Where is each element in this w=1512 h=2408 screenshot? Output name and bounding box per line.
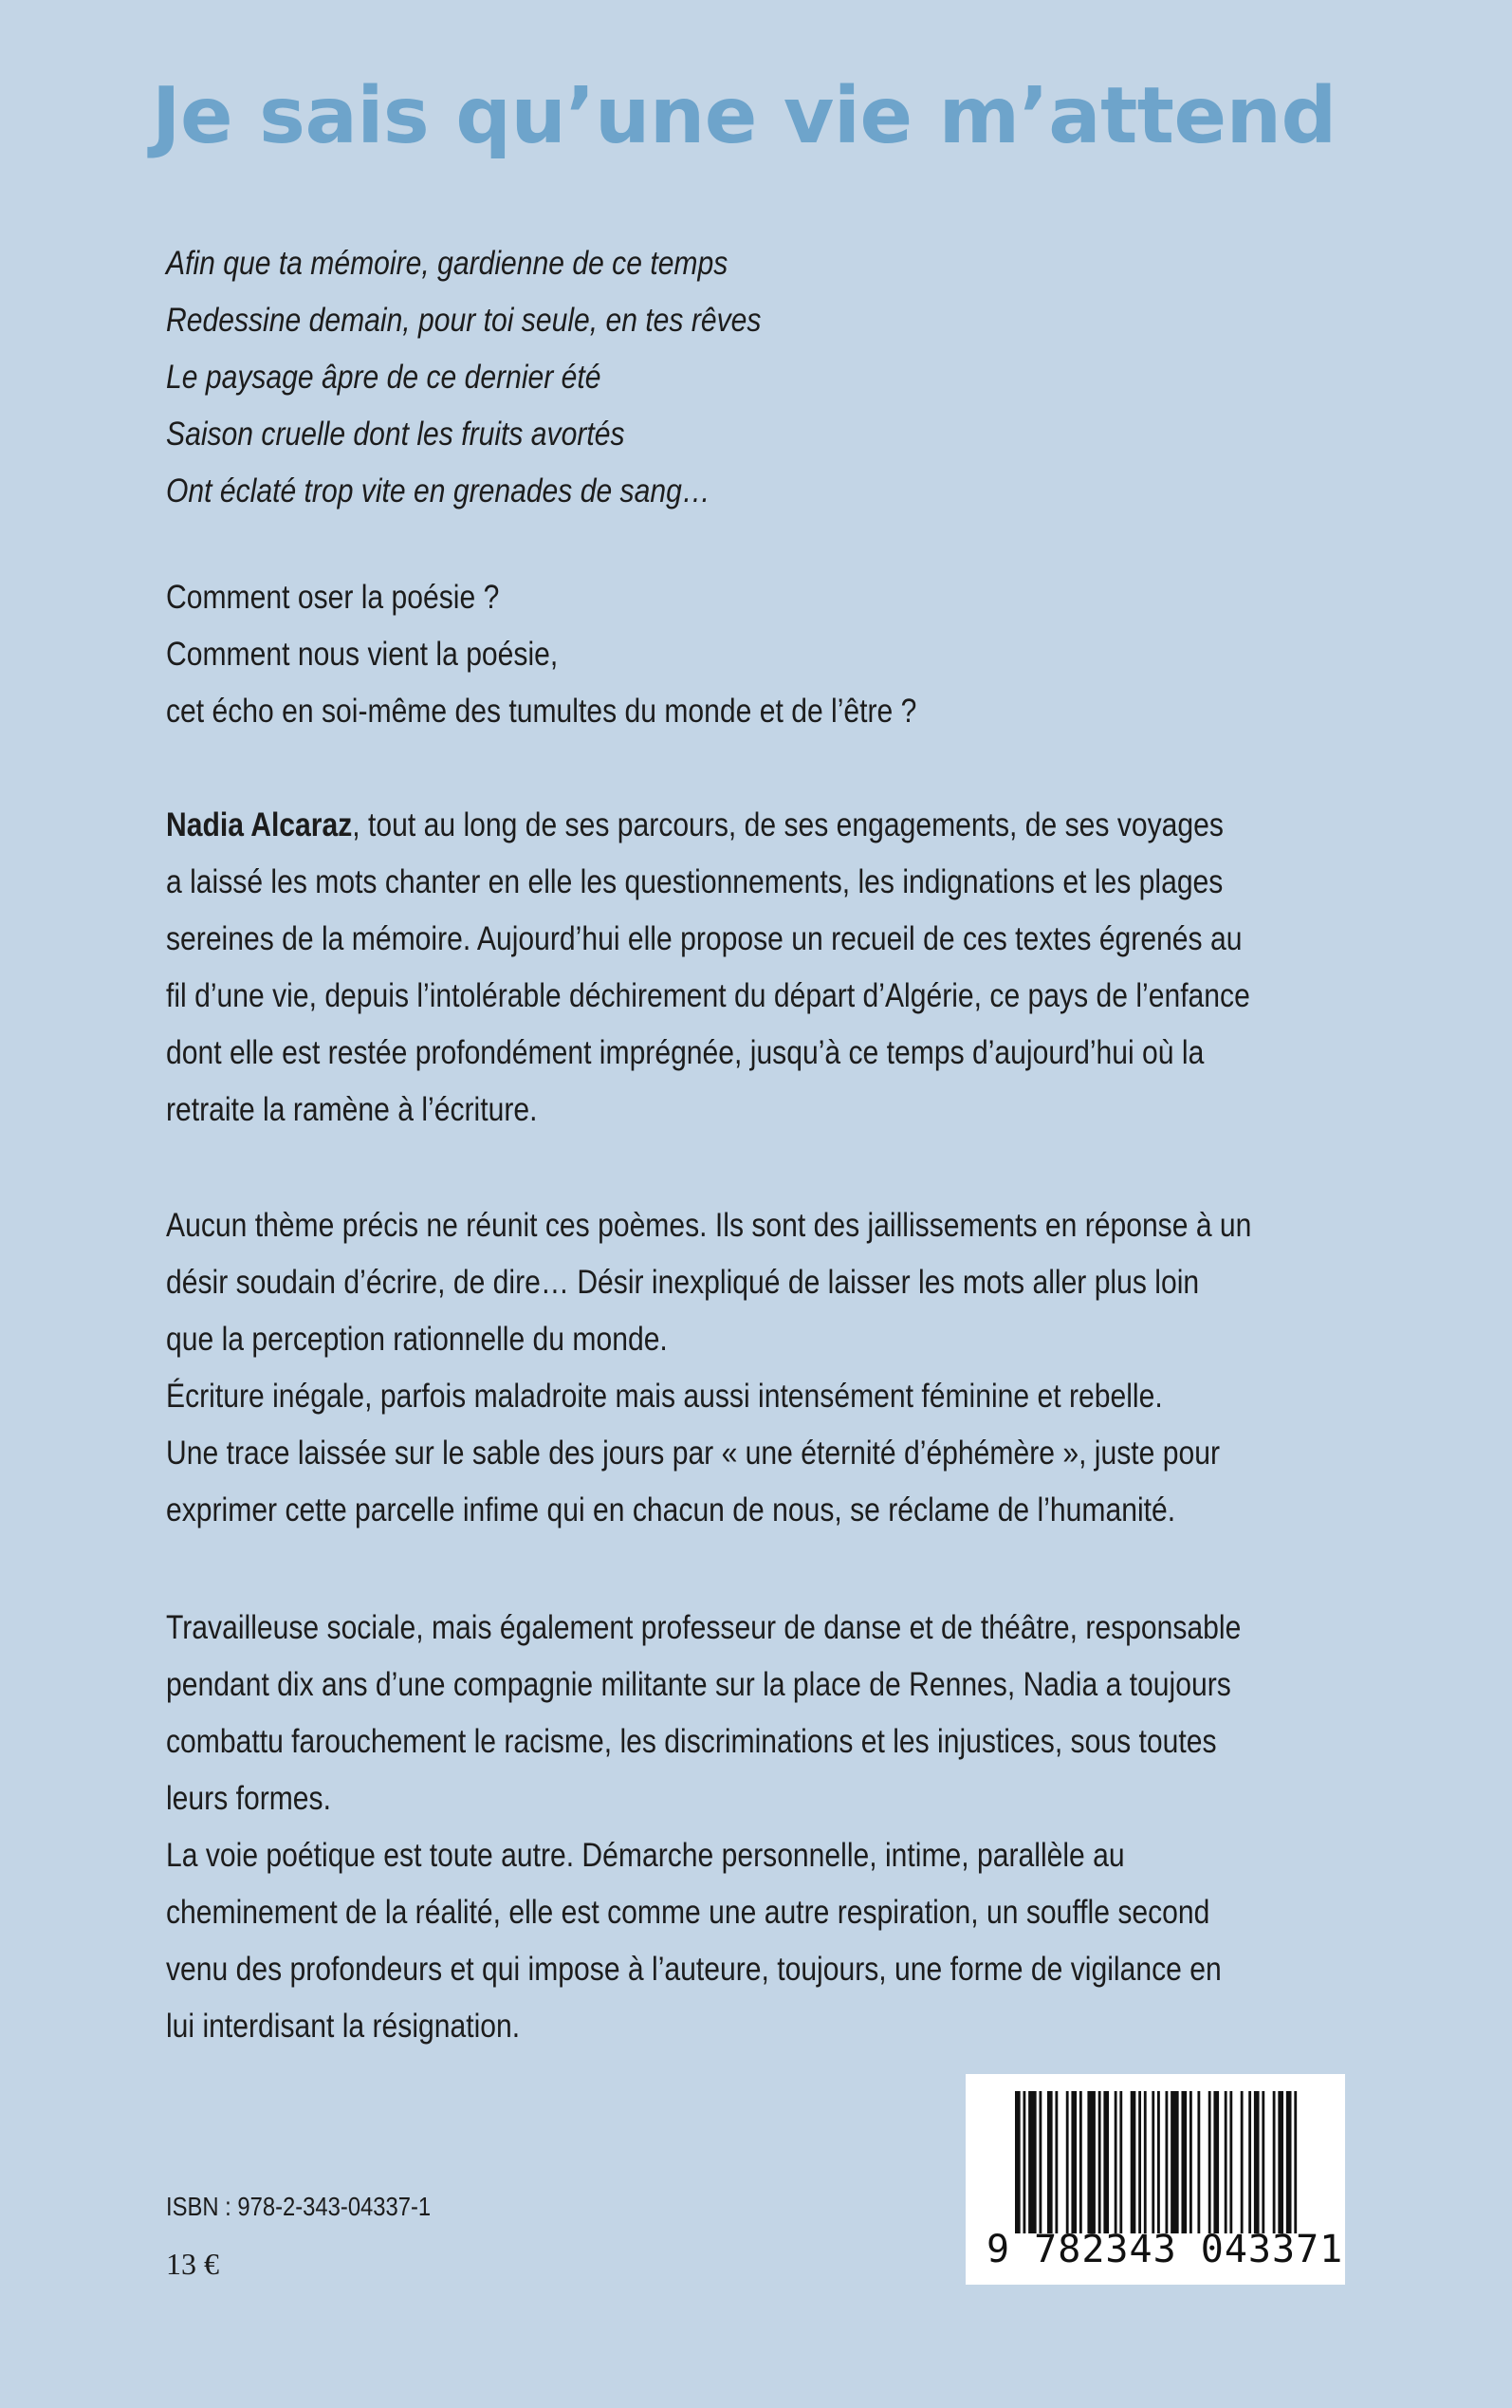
paragraph-line: désir soudain d’écrire, de dire… Désir inexpliqué de laisser les mots aller plus loin: [166, 1264, 1200, 1301]
questions-block: [166, 569, 1349, 740]
author-name: Nadia Alcaraz: [166, 806, 353, 843]
isbn-label: ISBN : 978-2-343-04337-1: [166, 2192, 432, 2221]
barcode-bar: [1138, 2091, 1141, 2233]
barcode-bar: [1189, 2091, 1192, 2233]
barcode-bar: [1197, 2091, 1200, 2233]
paragraph-line: Travailleuse sociale, mais également professeur de danse et de théâtre, responsable: [166, 1609, 1242, 1646]
barcode: [966, 2074, 1345, 2285]
price-label: 13 €: [166, 2247, 219, 2281]
paragraph-line: dont elle est restée profondément imprégnée, jusqu’à ce temps d’aujourd’hui où la: [166, 1034, 1205, 1071]
barcode-bar: [1225, 2091, 1227, 2233]
barcode-bar: [1015, 2091, 1021, 2233]
barcode-bar: [1023, 2091, 1025, 2233]
barcode-bar: [1171, 2091, 1178, 2233]
barcode-bar: [1144, 2091, 1147, 2233]
barcode-bar: [1131, 2091, 1136, 2233]
paragraph-line: Une trace laissée sur le sable des jours par « une éternité d’éphémère », juste pour: [166, 1435, 1220, 1472]
barcode-bar: [1229, 2091, 1232, 2233]
barcode-number: 9 782343 043371: [986, 2228, 1344, 2271]
barcode-bar: [1286, 2091, 1292, 2233]
barcode-bar: [1039, 2091, 1042, 2233]
paragraph-text: , tout au long de ses parcours, de ses engagements, de ses voyages: [352, 806, 1224, 843]
barcode-bar: [1241, 2091, 1244, 2233]
paragraph-line: venu des profondeurs et qui impose à l’auteure, toujours, une forme de vigilance en: [166, 1951, 1222, 1988]
barcode-bar: [1098, 2091, 1101, 2233]
poem-excerpt: [166, 235, 1349, 520]
barcode-bar: [1103, 2091, 1109, 2233]
barcode-bar: [1208, 2091, 1211, 2233]
barcode-bar: [1079, 2091, 1082, 2233]
barcode-bar: [1157, 2091, 1160, 2233]
paragraph-line: exprimer cette parcelle infime qui en chacun de nous, se réclame de l’humanité.: [166, 1491, 1176, 1528]
paragraph-line: lui interdisant la résignation.: [166, 2008, 521, 2045]
barcode-bar: [1213, 2091, 1219, 2233]
poem-line: Redessine demain, pour toi seule, en tes rêves: [166, 302, 762, 339]
paragraph-line: La voie poétique est toute autre. Démarche personnelle, intime, parallèle au: [166, 1837, 1125, 1874]
question-line: Comment nous vient la poésie,: [166, 636, 559, 673]
paragraph-line: fil d’une vie, depuis l’intolérable déchirement du départ d’Algérie, ce pays de l’enfance: [166, 977, 1250, 1014]
barcode-bar: [1248, 2091, 1251, 2233]
barcode-bar: [1273, 2091, 1276, 2233]
barcode-bar: [1278, 2091, 1283, 2233]
barcode-bar: [1254, 2091, 1260, 2233]
question-line: Comment oser la poésie ?: [166, 579, 500, 616]
paragraph-line: leurs formes.: [166, 1780, 331, 1817]
barcode-bar: [1047, 2091, 1053, 2233]
barcode-bar: [1165, 2091, 1168, 2233]
barcode-bar: [1055, 2091, 1058, 2233]
barcode-bar: [1066, 2091, 1069, 2233]
paragraph-line: Écriture inégale, parfois maladroite mais aussi intensément féminine et rebelle.: [166, 1378, 1163, 1415]
barcode-bar: [1152, 2091, 1154, 2233]
book-title: Je sais qu’une vie m’attend: [152, 71, 1337, 161]
barcode-bar: [1119, 2091, 1122, 2233]
paragraph-line: retraite la ramène à l’écriture.: [166, 1091, 538, 1128]
poem-line: Ont éclaté trop vite en grenades de sang…: [166, 472, 710, 509]
paragraph-line: sereines de la mémoire. Aujourd’hui elle propose un recueil de ces textes égrenés au: [166, 920, 1243, 957]
poem-line: Le paysage âpre de ce dernier été: [166, 359, 601, 396]
paragraph-line: que la perception rationnelle du monde.: [166, 1321, 668, 1358]
barcode-bar: [1028, 2091, 1036, 2233]
question-line: cet écho en soi-même des tumultes du monde et de l’être ?: [166, 693, 917, 730]
barcode-bar: [1115, 2091, 1117, 2233]
paragraph-line: Aucun thème précis ne réunit ces poèmes. Ils sont des jaillissements en réponse à un: [166, 1207, 1252, 1244]
themes-paragraph: [166, 1197, 1349, 1539]
paragraph-line: [166, 797, 1349, 854]
paragraph-line: a laissé les mots chanter en elle les questionnements, les indignations et les plages: [166, 863, 1224, 900]
barcode-bar: [1087, 2091, 1095, 2233]
author-paragraph: [166, 797, 1349, 1139]
barcode-bar: [1262, 2091, 1264, 2233]
biography-paragraph: [166, 1600, 1349, 2055]
poem-line: Afin que ta mémoire, gardienne de ce temps: [166, 245, 728, 282]
barcode-bar: [1181, 2091, 1187, 2233]
barcode-bars: [1015, 2091, 1300, 2233]
paragraph-line: cheminement de la réalité, elle est comme une autre respiration, un souffle second: [166, 1894, 1210, 1931]
barcode-bar: [1294, 2091, 1297, 2233]
paragraph-line: pendant dix ans d’une compagnie militante sur la place de Rennes, Nadia a toujours: [166, 1666, 1231, 1703]
paragraph-line: combattu farouchement le racisme, les discriminations et les injustices, sous toutes: [166, 1723, 1217, 1760]
barcode-bar: [1071, 2091, 1077, 2233]
poem-line: Saison cruelle dont les fruits avortés: [166, 416, 625, 453]
